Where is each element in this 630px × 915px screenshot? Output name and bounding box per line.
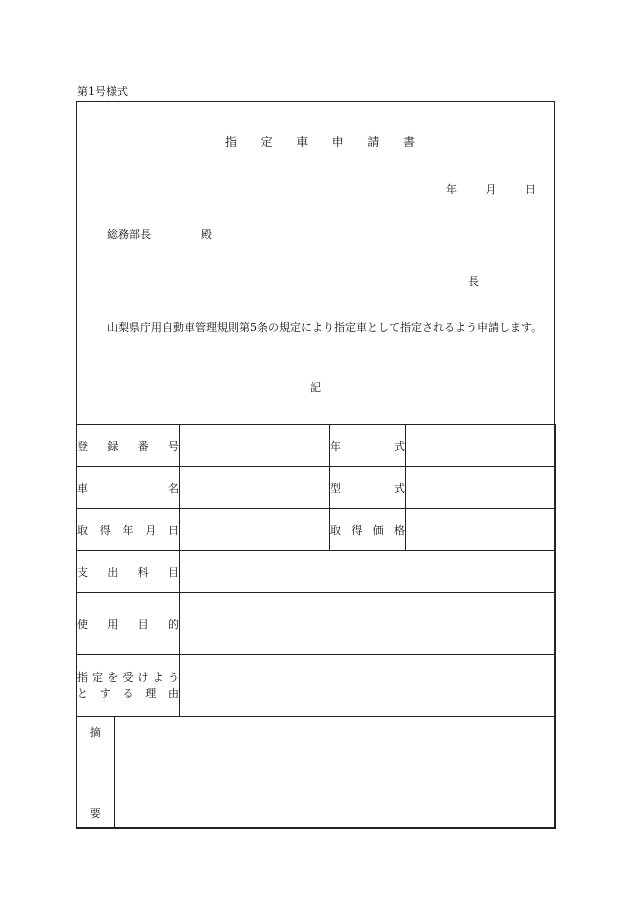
title-char: 指 [225,135,238,149]
application-form [76,101,555,828]
reason-label: 指 定 を 受 け よ う と す る 理 由 [77,655,180,717]
registration-number-label: 登 録 番 号 [77,425,180,467]
acquisition-date-label: 取 得 年 月 日 [77,509,180,551]
form-number-label: 第1号様式 [77,85,128,98]
form-header [77,102,554,425]
title-char: 申 [331,135,344,149]
purpose-of-use-label: 使 用 目 的 [77,593,180,655]
remarks-cell [77,717,556,829]
remarks-label: 摘 要 [77,717,114,828]
table-row [77,467,556,509]
ki-label: 記 [310,381,321,394]
remarks-field[interactable] [114,717,555,828]
model-type-field[interactable] [406,467,556,509]
table-row [77,655,556,717]
applicant-title: 長 [468,275,479,288]
vehicle-name-label: 車 名 [77,467,180,509]
remarks-table [77,717,555,828]
acquisition-date-field[interactable] [180,509,330,551]
model-year-field[interactable] [406,425,556,467]
title-char: 定 [260,135,273,149]
title-char: 請 [367,135,380,149]
model-year-label: 年 式 [330,425,406,467]
table-row [77,593,556,655]
acquisition-price-label: 取 得 価 格 [330,509,406,551]
addressee [107,226,212,242]
table-row [77,425,556,467]
title-char: 書 [402,135,415,149]
expense-item-field[interactable] [180,551,556,593]
vehicle-name-field[interactable] [180,467,330,509]
model-type-label: 型 式 [330,467,406,509]
registration-number-field[interactable] [180,425,330,467]
date-line[interactable] [446,181,536,197]
addressee-name: 総務部長 [107,228,151,241]
year-label: 年 [446,183,457,196]
addressee-honorific: 殿 [201,228,212,241]
table-row [77,509,556,551]
title-char: 車 [296,135,309,149]
reason-field[interactable] [180,655,556,717]
form-title [225,133,415,150]
table-row [77,551,556,593]
vehicle-details-table [76,424,556,829]
month-label: 月 [485,183,497,196]
acquisition-price-field[interactable] [406,509,556,551]
expense-item-label: 支 出 科 目 [77,551,180,593]
day-label: 日 [525,183,536,196]
table-row [77,717,556,829]
purpose-of-use-field[interactable] [180,593,556,655]
application-statement: 山梨県庁用自動車管理規則第5条の規定により指定車として指定されるよう申請します。 [107,321,543,334]
